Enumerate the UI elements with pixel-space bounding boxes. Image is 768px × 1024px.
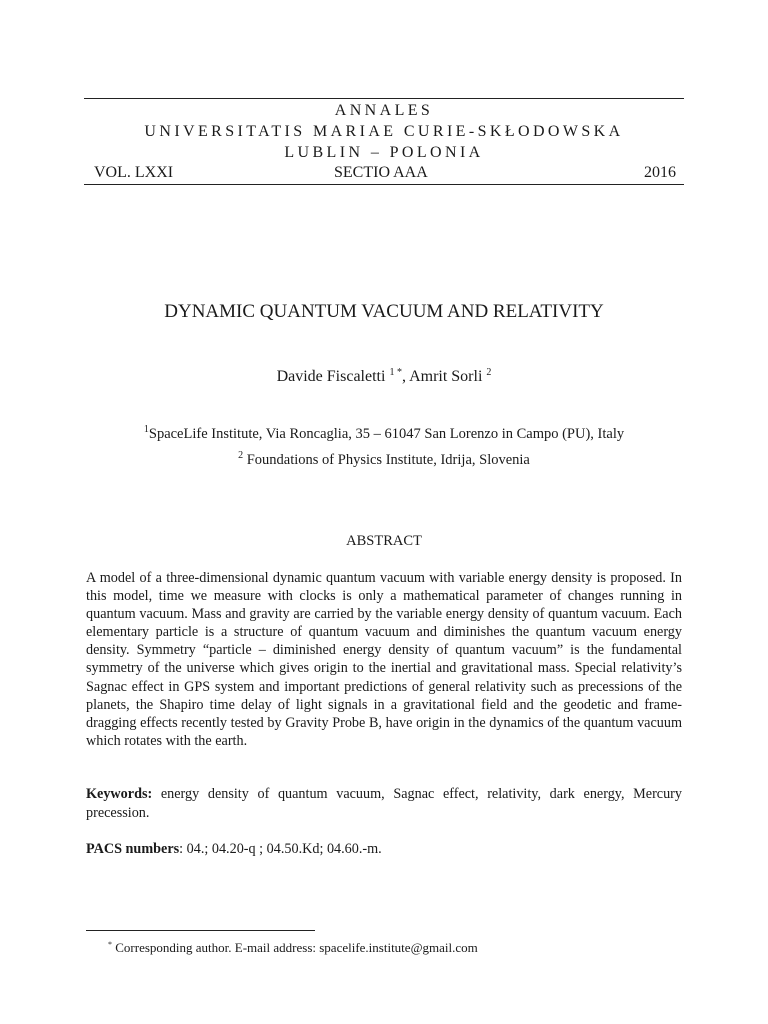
keywords-label: Keywords:	[86, 786, 153, 802]
author-affiliation-mark: 1 *	[389, 367, 402, 378]
affiliation-text: SpaceLife Institute, Via Roncaglia, 35 – 61047 San Lorenzo in Campo (PU), Italy	[148, 426, 625, 442]
footnote-text: Corresponding author. E-mail address: spacelife.institute@gmail.com	[112, 940, 478, 955]
journal-name-line1: ANNALES	[334, 102, 434, 119]
journal-year: 2016	[644, 164, 676, 181]
keywords-text: energy density of quantum vacuum, Sagnac effect, relativity, dark energy, Mercury precession.	[86, 786, 682, 821]
header-top-rule	[84, 98, 684, 99]
footnote-mark: *	[108, 940, 112, 949]
author-affiliation-mark: 2	[486, 367, 492, 378]
keywords-paragraph	[86, 785, 682, 822]
paper-title: DYNAMIC QUANTUM VACUUM AND RELATIVITY	[164, 301, 604, 322]
author-separator: ,	[401, 368, 410, 385]
abstract-body: A model of a three-dimensional dynamic quantum vacuum with variable energy density is proposed. In this model, time we measure with clocks is only a mathematical parameter of changes running in quantum vacuum. Mass and gravity are carried by the variable energy density of quantum vacuum. Each elementary particle is a structure of quantum vacuum and diminishes the quantum vacuum energy density. Symmetry “particle – diminished energy density of quantum vacuum” is the fundamental symmetry of the universe which gives origin to the inertial and gravitational mass. Special relativity’s Sagnac effect in GPS system and important predictions of general relativity such as precessions of the planets, the Shapiro time delay of light signals in a gravitational field and the geodetic and frame-dragging effects recently tested by Gravity Probe B, have origin in the dynamics of the quantum vacuum which rotates with the earth.	[86, 570, 682, 749]
affiliation-line	[84, 424, 684, 444]
footnote	[108, 939, 478, 957]
author-name: Amrit Sorli	[409, 368, 483, 385]
journal-issue-row	[94, 163, 676, 183]
pacs-label: PACS numbers	[86, 841, 180, 857]
footnote-rule	[86, 930, 315, 931]
journal-section: SECTIO AAA	[334, 164, 428, 181]
affiliation-mark: 2	[238, 450, 244, 461]
abstract-heading: ABSTRACT	[346, 533, 422, 549]
header-bottom-rule	[84, 184, 684, 185]
author-name: Davide Fiscaletti	[276, 368, 386, 385]
author-list	[84, 366, 684, 388]
affiliation-mark: 1	[143, 424, 149, 435]
journal-location: LUBLIN – POLONIA	[284, 144, 484, 161]
pacs-text: : 04.; 04.20-q ; 04.50.Kd; 04.60.-m.	[179, 841, 382, 857]
pacs-paragraph	[86, 840, 682, 859]
journal-volume: VOL. LXXI	[94, 164, 174, 181]
affiliation-text: Foundations of Physics Institute, Idrija, Slovenia	[243, 452, 530, 468]
affiliation-line	[84, 450, 684, 470]
journal-name-line2: UNIVERSITATIS MARIAE CURIE-SKŁODOWSKA	[144, 123, 624, 140]
